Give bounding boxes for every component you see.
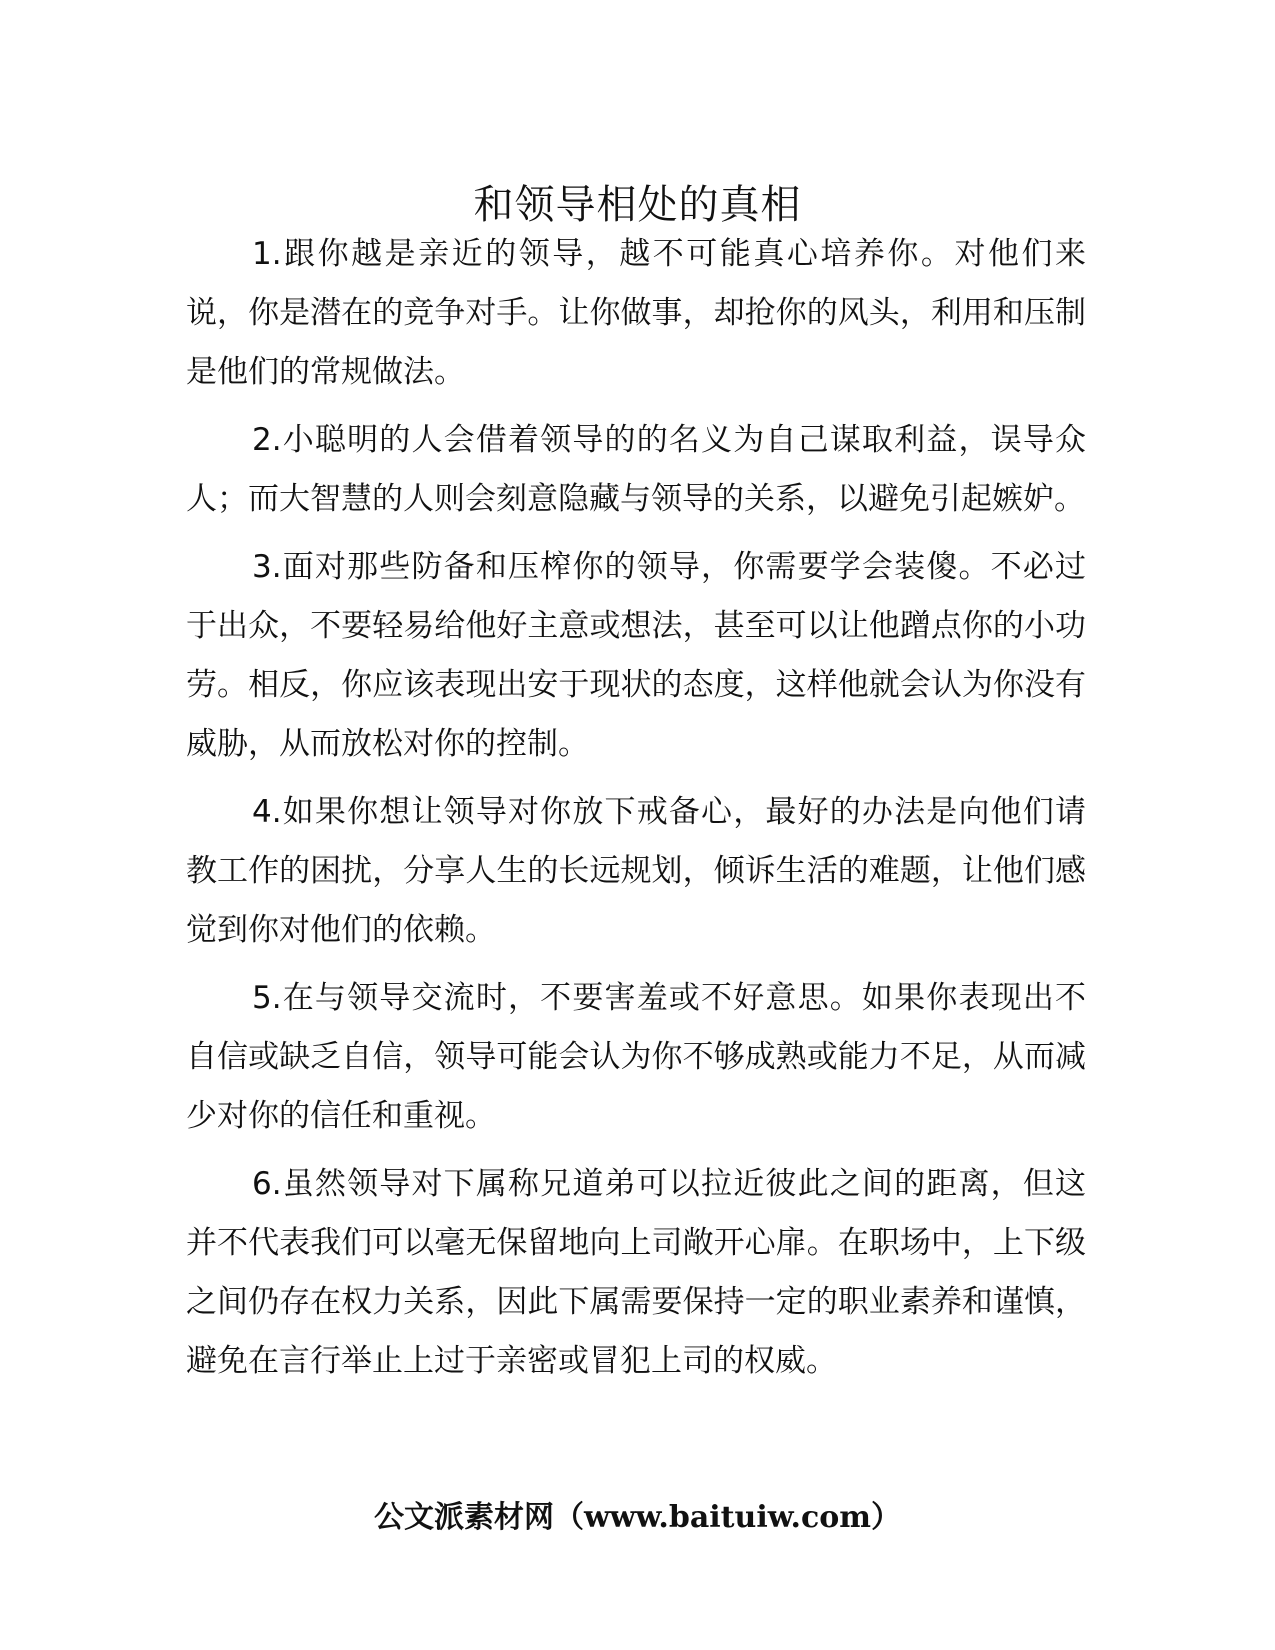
paragraph-5: 5.在与领导交流时，不要害羞或不好意思。如果你表现出不自信或缺乏自信，领导可能会认为你不够成熟或能力不足，从而减少对你的信任和重视。 [186,980,1086,1134]
paragraph-6: 6.虽然领导对下属称兄道弟可以拉近彼此之间的距离，但这并不代表我们可以毫无保留地向上司敞开心扉。在职场中，上下级之间仍存在权力关系，因此下属需要保持一定的职业素养和谨慎，避免在言行举止上过于亲密或冒犯上司的权威。 [186,1166,1086,1379]
paragraph-3: 3.面对那些防备和压榨你的领导，你需要学会装傻。不必过于出众，不要轻易给他好主意或想法，甚至可以让他蹭点你的小功劳。相反，你应该表现出安于现状的态度，这样他就会认为你没有威胁，从而放松对你的控制。 [186,549,1086,762]
paragraph-1: 1.跟你越是亲近的领导，越不可能真心培养你。对他们来说，你是潜在的竞争对手。让你做事，却抢你的风头，利用和压制是他们的常规做法。 [186,236,1086,390]
paragraph-4: 4.如果你想让领导对你放下戒备心，最好的办法是向他们请教工作的困扰，分享人生的长远规划，倾诉生活的难题，让他们感觉到你对他们的依赖。 [186,794,1086,948]
paragraph-2: 2.小聪明的人会借着领导的的名义为自己谋取利益，误导众人；而大智慧的人则会刻意隐藏与领导的关系，以避免引起嫉妒。 [186,422,1086,517]
footer-source: 公文派素材网（www.baituiw.com） [373,1500,902,1535]
document-body [186,225,1086,1400]
page-title: 和领导相处的真相 [473,181,802,228]
